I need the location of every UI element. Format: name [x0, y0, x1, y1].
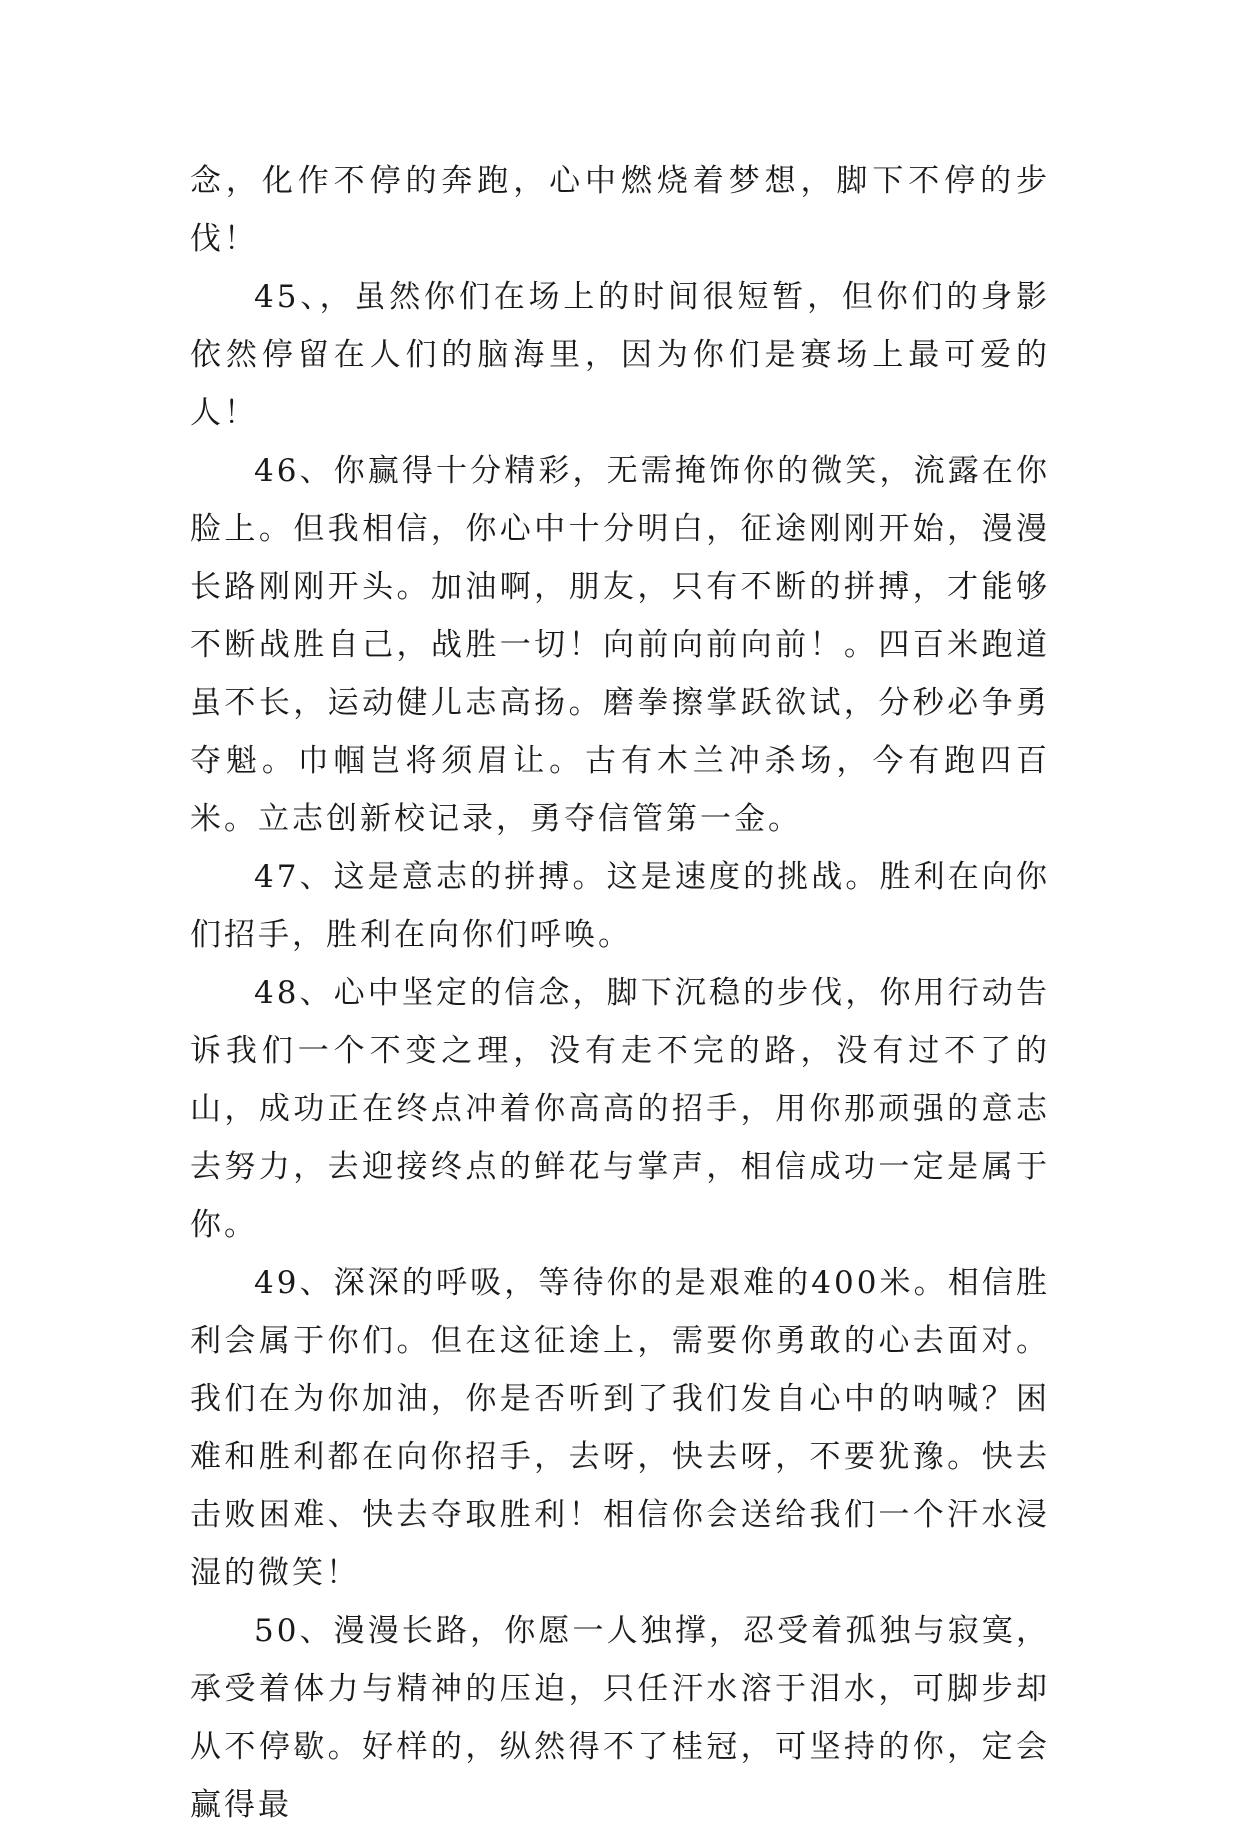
paragraph-44-continuation: 念，化作不停的奔跑，心中燃烧着梦想，脚下不停的步伐！	[190, 163, 1050, 257]
paragraph-49: 49、深深的呼吸，等待你的是艰难的400米。相信胜利会属于你们。但在这征途上，需要你勇敢的心去面对。我们在为你加油，你是否听到了我们发自心中的呐喊？困难和胜利都在向你招手，去呀，快去呀，不要犹豫。快去击败困难、快去夺取胜利！相信你会送给我们一个汗水浸湿的微笑！	[190, 1265, 1050, 1591]
paragraph-46: 46、你赢得十分精彩，无需掩饰你的微笑，流露在你脸上。但我相信，你心中十分明白，征途刚刚开始，漫漫长路刚刚开头。加油啊，朋友，只有不断的拼搏，才能够不断战胜自己，战胜一切！向前向前向前！。四百米跑道虽不长，运动健儿志高扬。磨拳擦掌跃欲试，分秒必争勇夺魁。巾帼岂将须眉让。古有木兰冲杀场，今有跑四百米。立志创新校记录，勇夺信管第一金。	[190, 453, 1050, 837]
paragraph-50: 50、漫漫长路，你愿一人独撑，忍受着孤独与寂寞，承受着体力与精神的压迫，只任汗水溶于泪水，可脚步却从不停歇。好样的，纵然得不了桂冠，可坚持的你，定会赢得最	[190, 1613, 1050, 1823]
paragraph-48: 48、心中坚定的信念，脚下沉稳的步伐，你用行动告诉我们一个不变之理，没有走不完的路，没有过不了的山，成功正在终点冲着你高高的招手，用你那顽强的意志去努力，去迎接终点的鲜花与掌声，相信成功一定是属于你。	[190, 975, 1050, 1243]
document-body	[190, 152, 1050, 1834]
paragraph-47: 47、这是意志的拼搏。这是速度的挑战。胜利在向你们招手，胜利在向你们呼唤。	[190, 859, 1050, 953]
paragraph-45: 45、，虽然你们在场上的时间很短暂，但你们的身影依然停留在人们的脑海里，因为你们是赛场上最可爱的人！	[190, 279, 1050, 431]
